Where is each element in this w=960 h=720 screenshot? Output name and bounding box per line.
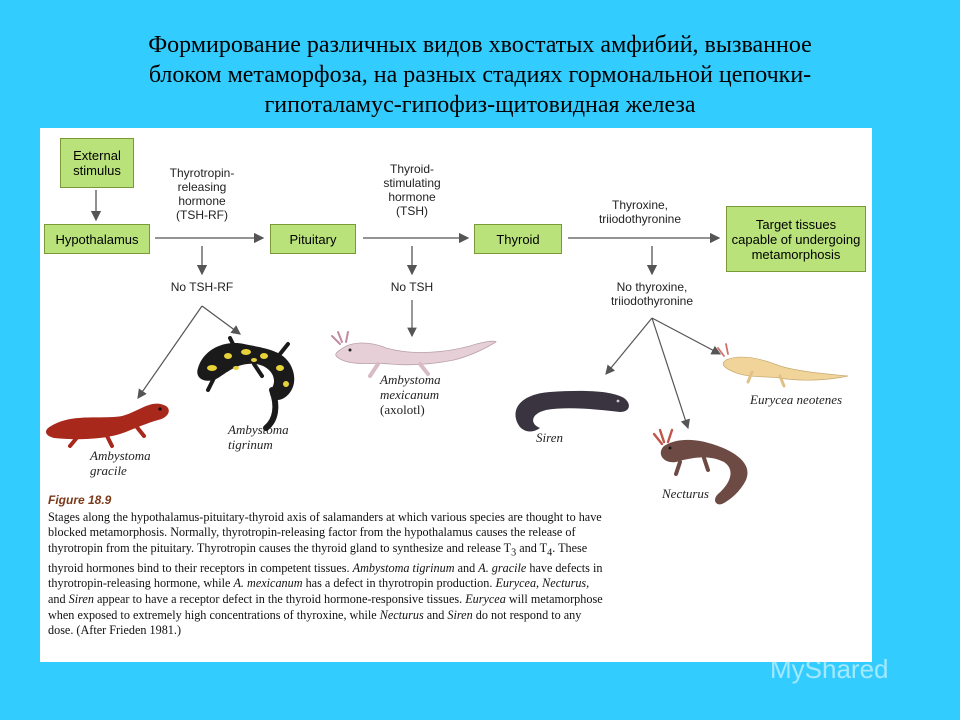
pituitary-label: Pituitary [289, 231, 337, 247]
no-thyroxine-label [592, 280, 712, 308]
caption-sp4: Eurycea, Necturus, [495, 576, 590, 591]
title-line-3: гипоталамус-гипофиз-щитовидная железа [264, 92, 696, 118]
thyroxine-line-2: triiodothyronine [598, 212, 682, 226]
eurycea-text: Eurycea neotenes [750, 392, 843, 407]
trh-line-1: Thyrotropin- [169, 166, 235, 180]
siren-illustration [516, 391, 629, 432]
gracile-line-1: Ambystoma [90, 448, 151, 463]
thyroxine-line-1: Thyroxine, [611, 198, 669, 212]
mexicanum-label [380, 372, 441, 417]
tigrinum-line-2: tigrinum [228, 437, 273, 452]
gracile-label [90, 448, 151, 478]
slide-title [60, 30, 900, 120]
caption-p2: . These thyroid hormones bind to their receptors in competent tissues. [48, 540, 588, 575]
tsh-label [362, 162, 462, 218]
target-tissues-line-3: metamorphosis [751, 246, 841, 262]
pituitary-box [270, 224, 356, 254]
caption-sp3: A. mexicanum [233, 576, 303, 591]
thyroid-label: Thyroid [496, 231, 540, 247]
tsh-line-2: stimulating [383, 176, 441, 190]
target-tissues-line-1: Target tissues [755, 216, 837, 232]
no-trh-label [152, 280, 252, 294]
caption-p7: appear to have a receptor defect in the thyroid hormone-responsive tissues. [93, 592, 466, 606]
caption-sub-4: 4 [547, 547, 553, 559]
target-tissues-box [726, 206, 866, 272]
caption-p9: and [423, 607, 448, 622]
no-tsh-label [362, 280, 462, 294]
hypothalamus-label: Hypothalamus [55, 231, 139, 247]
caption-p1: Stages along the hypothalamus-pituitary-thyroid axis of salamanders at which various species are thought to have blocked metamorphosis. Normally, thyrotropin-releasing factor from the hypothalamus causes the release of thyrotropin from the pituitary. Thyrotropin causes the thyroid gland to synthesize and release T [48, 509, 602, 555]
trh-line-4: (TSH-RF) [176, 208, 228, 222]
mexicanum-line-2: mexicanum [380, 387, 440, 402]
caption-p6: and [48, 592, 69, 606]
caption-p5: has a defect in thyrotropin production. [302, 576, 496, 591]
trh-line-3: hormone [178, 194, 226, 208]
figure-number: Figure 18.9 [48, 493, 112, 507]
no-tsh-text: No TSH [390, 280, 434, 294]
necturus-label [662, 486, 709, 501]
no-thyroxine-line-2: triiodothyronine [610, 294, 694, 308]
caption-sp7: Necturus [379, 607, 424, 622]
tigrinum-label [228, 422, 289, 452]
title-line-2: блоком метаморфоза, на разных стадиях гормональной цепочки- [148, 62, 812, 88]
external-stimulus-line-2: stimulus [73, 163, 121, 178]
no-trh-text: No TSH-RF [170, 280, 234, 294]
mexicanum-line-3: (axolotl) [380, 402, 425, 417]
tigrinum-line-1: Ambystoma [228, 422, 289, 437]
siren-text: Siren [536, 430, 563, 445]
eurycea-illustration [718, 344, 848, 386]
tigrinum-salamander-illustration [197, 338, 294, 428]
caption-sp1: Ambystoma tigrinum [352, 560, 455, 575]
title-line-1: Формирование различных видов хвостатых амфибий, вызванное [148, 32, 812, 58]
hypothalamus-box [44, 224, 150, 254]
caption-sp5: Siren [68, 592, 94, 606]
gracile-line-2: gracile [90, 463, 127, 478]
tsh-line-1: Thyroid- [389, 162, 434, 176]
caption-p3: and [454, 560, 479, 575]
watermark-logo: MyShared [770, 654, 889, 684]
target-tissues-line-2: capable of undergoing [731, 231, 861, 247]
arrow-to-tigrinum [202, 306, 240, 334]
caption-sp6: Eurycea [465, 592, 506, 606]
tsh-line-3: hormone [388, 190, 436, 204]
caption-p4: have defects in thyrotropin-releasing hormone, while [48, 560, 603, 591]
siren-label [536, 430, 563, 445]
figure-caption [48, 493, 608, 639]
trh-line-2: releasing [177, 180, 227, 194]
caption-p1b: and T [516, 540, 548, 555]
caption-sub-3: 3 [511, 547, 517, 559]
external-stimulus-line-1: External [73, 148, 121, 163]
thyroxine-label [580, 198, 700, 226]
arrow-to-gracile [138, 306, 202, 398]
external-stimulus-box [60, 138, 134, 188]
caption-sp8: Siren [447, 607, 473, 622]
no-thyroxine-line-1: No thyroxine, [616, 280, 688, 294]
arrow-to-siren [606, 318, 652, 374]
gracile-salamander-illustration [46, 404, 169, 446]
caption-p8: will metamorphose when exposed to extremely high concentrations of thyroxine, while [48, 592, 603, 622]
axolotl-illustration [332, 332, 496, 376]
necturus-text: Necturus [662, 486, 709, 501]
mexicanum-line-1: Ambystoma [380, 372, 441, 387]
tsh-line-4: (TSH) [396, 204, 428, 218]
figure-panel [40, 128, 872, 662]
eurycea-label [750, 392, 842, 407]
trh-label [152, 166, 252, 222]
thyroid-box [474, 224, 562, 254]
caption-sp2: A. gracile [478, 560, 527, 575]
caption-p10: do not respond to any dose. (After Frieden 1981.) [48, 607, 582, 638]
